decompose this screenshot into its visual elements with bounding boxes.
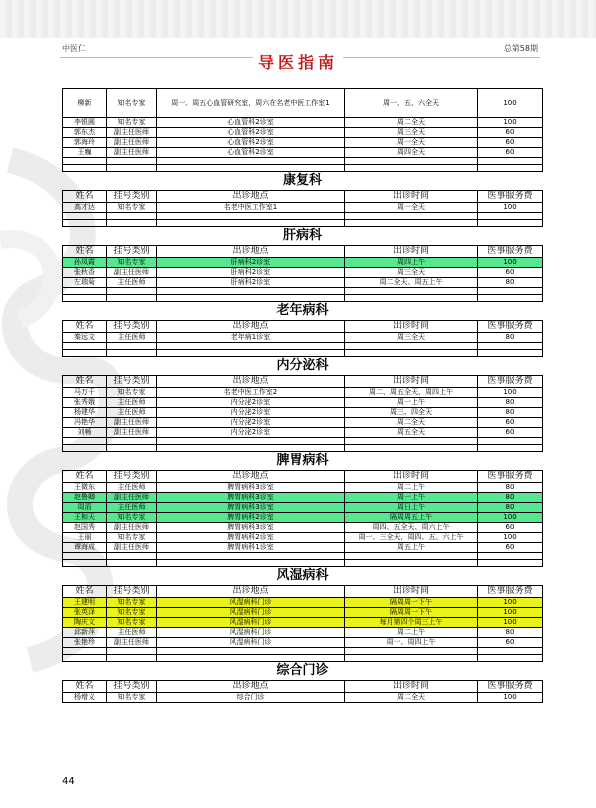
- table-row: [63, 493, 543, 503]
- service-fee-cell: 100: [478, 533, 543, 543]
- page-title: 导医指南: [253, 50, 343, 73]
- column-header-row: [63, 681, 543, 693]
- column-header: 姓名: [63, 586, 107, 598]
- service-fee-cell: 80: [478, 398, 543, 408]
- department-title: 肝病科: [63, 227, 543, 246]
- header-decorative-band: [0, 0, 596, 38]
- registration-type-cell: 知名专家: [107, 118, 157, 128]
- registration-type-cell: 知名专家: [107, 618, 157, 628]
- department-heading-row: [63, 302, 543, 321]
- clinic-time-cell: 周二上午: [345, 628, 478, 638]
- registration-type-cell: 主任医师: [107, 398, 157, 408]
- clinic-time-cell: 周一、三全天，周四、五、六上午: [345, 533, 478, 543]
- registration-type-cell: 副主任医师: [107, 523, 157, 533]
- clinic-location-cell: 风湿病科门诊: [157, 628, 345, 638]
- service-fee-cell: 60: [478, 148, 543, 158]
- table-row: [63, 418, 543, 428]
- clinic-time-cell: 周三、四全天: [345, 408, 478, 418]
- registration-type-cell: 副主任医师: [107, 493, 157, 503]
- magazine-name: 中医仁: [62, 44, 86, 53]
- service-fee-cell: 100: [478, 693, 543, 703]
- clinic-location-cell: 脾胃病科2诊室: [157, 533, 345, 543]
- column-header: 医事服务费: [478, 376, 543, 388]
- registration-type-cell: 知名专家: [107, 513, 157, 523]
- service-fee-cell: 80: [478, 278, 543, 288]
- department-title: 老年病科: [63, 302, 543, 321]
- doctor-name-cell: 张英泽: [63, 608, 107, 618]
- clinic-time-cell: 周五全天: [345, 428, 478, 438]
- doctor-name-cell: 杨增义: [63, 693, 107, 703]
- table-row: [63, 608, 543, 618]
- clinic-time-cell: 周一上午: [345, 493, 478, 503]
- doctor-name-cell: 王建明: [63, 598, 107, 608]
- clinic-location-cell: 内分泌2诊室: [157, 408, 345, 418]
- table-row: [63, 268, 543, 278]
- service-fee-cell: 60: [478, 523, 543, 533]
- column-header: 挂号类别: [107, 586, 157, 598]
- clinic-time-cell: 周日上午: [345, 503, 478, 513]
- clinic-location-cell: 周一、周五心血管研究室，周六在名老中医工作室1: [157, 89, 345, 118]
- column-header: 挂号类别: [107, 246, 157, 258]
- service-fee-cell: 100: [478, 598, 543, 608]
- doctor-name-cell: 王丽: [63, 533, 107, 543]
- spacer-row: [63, 438, 543, 445]
- doctor-name-cell: 杨建华: [63, 408, 107, 418]
- doctor-name-cell: 张艳珍: [63, 638, 107, 648]
- service-fee-cell: 80: [478, 493, 543, 503]
- table-row: [63, 503, 543, 513]
- clinic-time-cell: 周三全天: [345, 333, 478, 343]
- clinic-location-cell: 心血管科2诊室: [157, 138, 345, 148]
- page-number: 44: [62, 776, 75, 787]
- service-fee-cell: 80: [478, 333, 543, 343]
- table-row: [63, 483, 543, 493]
- service-fee-cell: 100: [478, 258, 543, 268]
- department-heading-row: [63, 567, 543, 586]
- service-fee-cell: 100: [478, 89, 543, 118]
- column-header: 挂号类别: [107, 191, 157, 203]
- registration-type-cell: 知名专家: [107, 598, 157, 608]
- registration-type-cell: 主任医师: [107, 278, 157, 288]
- table-row: [63, 523, 543, 533]
- service-fee-cell: 80: [478, 483, 543, 493]
- clinic-location-cell: 内分泌2诊室: [157, 428, 345, 438]
- spacer-row: [63, 648, 543, 655]
- service-fee-cell: 60: [478, 543, 543, 553]
- registration-type-cell: 知名专家: [107, 203, 157, 213]
- doctor-name-cell: 王巍: [63, 148, 107, 158]
- column-header-row: [63, 321, 543, 333]
- column-header: 出诊时间: [345, 376, 478, 388]
- table-row: [63, 428, 543, 438]
- clinic-time-cell: 周一上午: [345, 398, 478, 408]
- clinic-location-cell: 脾胃病科3诊室: [157, 523, 345, 533]
- doctor-name-cell: 王微东: [63, 483, 107, 493]
- doctor-name-cell: 左瑞菊: [63, 278, 107, 288]
- spacer-row: [63, 343, 543, 350]
- spacer-row: [63, 560, 543, 567]
- spacer-row: [63, 288, 543, 295]
- column-header: 医事服务费: [478, 191, 543, 203]
- column-header-row: [63, 191, 543, 203]
- column-header: 姓名: [63, 246, 107, 258]
- service-fee-cell: 100: [478, 513, 543, 523]
- clinic-location-cell: 综合门诊: [157, 693, 345, 703]
- schedule-table: [62, 88, 543, 703]
- service-fee-cell: 80: [478, 408, 543, 418]
- registration-type-cell: 知名专家: [107, 693, 157, 703]
- column-header-row: [63, 471, 543, 483]
- table-row: [63, 138, 543, 148]
- clinic-time-cell: 周二、周五全天、周四上午: [345, 388, 478, 398]
- column-header: 挂号类别: [107, 471, 157, 483]
- table-row: [63, 533, 543, 543]
- clinic-location-cell: 风湿病科门诊: [157, 598, 345, 608]
- registration-type-cell: 知名专家: [107, 258, 157, 268]
- column-header: 出诊时间: [345, 586, 478, 598]
- registration-type-cell: 知名专家: [107, 533, 157, 543]
- clinic-location-cell: 内分泌2诊室: [157, 398, 345, 408]
- column-header: 出诊时间: [345, 321, 478, 333]
- clinic-time-cell: 周一、周四上午: [345, 638, 478, 648]
- registration-type-cell: 知名专家: [107, 388, 157, 398]
- column-header: 姓名: [63, 471, 107, 483]
- column-header: 出诊地点: [157, 246, 345, 258]
- clinic-time-cell: 周二全天: [345, 118, 478, 128]
- column-header: 出诊时间: [345, 246, 478, 258]
- table-row: [63, 89, 543, 118]
- table-row: [63, 333, 543, 343]
- table-row: [63, 598, 543, 608]
- table-row: [63, 543, 543, 553]
- table-row: [63, 628, 543, 638]
- column-header-row: [63, 246, 543, 258]
- doctor-name-cell: 郭海玲: [63, 138, 107, 148]
- doctor-name-cell: 王和天: [63, 513, 107, 523]
- table-row: [63, 118, 543, 128]
- column-header: 出诊地点: [157, 376, 345, 388]
- table-row: [63, 148, 543, 158]
- clinic-time-cell: 周四上午: [345, 258, 478, 268]
- clinic-location-cell: 心血管科2诊室: [157, 128, 345, 138]
- spacer-row: [63, 220, 543, 227]
- spacer-row: [63, 213, 543, 220]
- clinic-time-cell: 周二上午: [345, 483, 478, 493]
- service-fee-cell: 60: [478, 138, 543, 148]
- doctor-name-cell: 孙凤霞: [63, 258, 107, 268]
- table-row: [63, 618, 543, 628]
- doctor-name-cell: 周滔: [63, 503, 107, 513]
- clinic-time-cell: 周一、五、六全天: [345, 89, 478, 118]
- department-heading-row: [63, 662, 543, 681]
- table-row: [63, 128, 543, 138]
- clinic-location-cell: 风湿病科门诊: [157, 638, 345, 648]
- table-row: [63, 258, 543, 268]
- doctor-name-cell: 刘畅: [63, 428, 107, 438]
- clinic-location-cell: 名老中医工作室2: [157, 388, 345, 398]
- registration-type-cell: 副主任医师: [107, 138, 157, 148]
- department-heading-row: [63, 172, 543, 191]
- column-header: 出诊时间: [345, 681, 478, 693]
- service-fee-cell: 60: [478, 418, 543, 428]
- department-heading-row: [63, 357, 543, 376]
- spacer-row: [63, 553, 543, 560]
- doctor-name-cell: 高才达: [63, 203, 107, 213]
- clinic-location-cell: 脾胃病科3诊室: [157, 483, 345, 493]
- clinic-location-cell: 肝病科2诊室: [157, 278, 345, 288]
- clinic-location-cell: 风湿病科门诊: [157, 608, 345, 618]
- column-header: 出诊地点: [157, 191, 345, 203]
- registration-type-cell: 副主任医师: [107, 148, 157, 158]
- column-header: 出诊地点: [157, 681, 345, 693]
- service-fee-cell: 80: [478, 628, 543, 638]
- doctor-name-cell: 谭海成: [63, 543, 107, 553]
- column-header: 医事服务费: [478, 586, 543, 598]
- department-title: 康复科: [63, 172, 543, 191]
- department-title: 综合门诊: [63, 662, 543, 681]
- doctor-name-cell: 郭东杰: [63, 128, 107, 138]
- doctor-name-cell: 赵国秀: [63, 523, 107, 533]
- column-header: 挂号类别: [107, 681, 157, 693]
- column-header: 医事服务费: [478, 681, 543, 693]
- registration-type-cell: 知名专家: [107, 608, 157, 618]
- clinic-time-cell: 周三全天: [345, 268, 478, 278]
- doctor-name-cell: 李银圆: [63, 118, 107, 128]
- registration-type-cell: 知名专家: [107, 89, 157, 118]
- clinic-location-cell: 风湿病科门诊: [157, 618, 345, 628]
- service-fee-cell: 100: [478, 388, 543, 398]
- doctor-name-cell: 赵鲁卿: [63, 493, 107, 503]
- table-row: [63, 278, 543, 288]
- clinic-time-cell: 隔周周五上午: [345, 513, 478, 523]
- column-header: 挂号类别: [107, 321, 157, 333]
- registration-type-cell: 主任医师: [107, 503, 157, 513]
- doctor-name-cell: 马万千: [63, 388, 107, 398]
- registration-type-cell: 副主任医师: [107, 418, 157, 428]
- clinic-location-cell: 心血管科2诊室: [157, 148, 345, 158]
- table-row: [63, 398, 543, 408]
- clinic-location-cell: 脾胃病科2诊室: [157, 513, 345, 523]
- doctor-name-cell: 张秀娥: [63, 398, 107, 408]
- registration-type-cell: 主任医师: [107, 408, 157, 418]
- doctor-name-cell: 冯艳华: [63, 418, 107, 428]
- column-header-row: [63, 376, 543, 388]
- service-fee-cell: 100: [478, 618, 543, 628]
- column-header: 姓名: [63, 191, 107, 203]
- column-header: 出诊地点: [157, 586, 345, 598]
- service-fee-cell: 60: [478, 268, 543, 278]
- clinic-location-cell: 内分泌2诊室: [157, 418, 345, 428]
- clinic-time-cell: 周一全天: [345, 203, 478, 213]
- department-title: 脾胃病科: [63, 452, 543, 471]
- clinic-location-cell: 心血管科2诊室: [157, 118, 345, 128]
- department-heading-row: [63, 452, 543, 471]
- registration-type-cell: 主任医师: [107, 483, 157, 493]
- spacer-row: [63, 655, 543, 662]
- clinic-location-cell: 脾胃病科1诊室: [157, 543, 345, 553]
- service-fee-cell: 60: [478, 428, 543, 438]
- registration-type-cell: 副主任医师: [107, 638, 157, 648]
- clinic-time-cell: 周二全天: [345, 418, 478, 428]
- column-header-row: [63, 586, 543, 598]
- column-header: 姓名: [63, 376, 107, 388]
- registration-type-cell: 副主任医师: [107, 543, 157, 553]
- clinic-time-cell: 周四全天: [345, 148, 478, 158]
- column-header: 医事服务费: [478, 246, 543, 258]
- spacer-row: [63, 350, 543, 357]
- spacer-row: [63, 445, 543, 452]
- registration-type-cell: 副主任医师: [107, 268, 157, 278]
- table-row: [63, 638, 543, 648]
- doctor-name-cell: 秦远文: [63, 333, 107, 343]
- clinic-location-cell: 老年病1诊室: [157, 333, 345, 343]
- clinic-time-cell: 周二全天: [345, 693, 478, 703]
- column-header: 出诊地点: [157, 321, 345, 333]
- department-title: 内分泌科: [63, 357, 543, 376]
- table-row: [63, 513, 543, 523]
- department-title: 风湿病科: [63, 567, 543, 586]
- clinic-location-cell: 名老中医工作室1: [157, 203, 345, 213]
- column-header: 医事服务费: [478, 471, 543, 483]
- table-row: [63, 693, 543, 703]
- service-fee-cell: 100: [478, 203, 543, 213]
- spacer-row: [63, 165, 543, 172]
- column-header: 出诊时间: [345, 191, 478, 203]
- issue-number: 总第58期: [503, 44, 538, 53]
- service-fee-cell: 100: [478, 118, 543, 128]
- clinic-location-cell: 脾胃病科3诊室: [157, 493, 345, 503]
- clinic-time-cell: 周三全天: [345, 128, 478, 138]
- registration-type-cell: 副主任医师: [107, 428, 157, 438]
- service-fee-cell: 80: [478, 503, 543, 513]
- doctor-name-cell: 邱新萍: [63, 628, 107, 638]
- column-header: 医事服务费: [478, 321, 543, 333]
- clinic-time-cell: 隔周周一下午: [345, 608, 478, 618]
- service-fee-cell: 100: [478, 608, 543, 618]
- clinic-time-cell: 每月第四个周三上午: [345, 618, 478, 628]
- registration-type-cell: 主任医师: [107, 628, 157, 638]
- column-header: 挂号类别: [107, 376, 157, 388]
- department-heading-row: [63, 227, 543, 246]
- service-fee-cell: 60: [478, 638, 543, 648]
- service-fee-cell: 60: [478, 128, 543, 138]
- clinic-time-cell: 周一全天: [345, 138, 478, 148]
- clinic-location-cell: 肝病科2诊室: [157, 268, 345, 278]
- spacer-row: [63, 295, 543, 302]
- registration-type-cell: 副主任医师: [107, 128, 157, 138]
- clinic-time-cell: 隔周周一下午: [345, 598, 478, 608]
- column-header: 姓名: [63, 321, 107, 333]
- clinic-time-cell: 周五上午: [345, 543, 478, 553]
- registration-type-cell: 主任医师: [107, 333, 157, 343]
- table-row: [63, 203, 543, 213]
- clinic-time-cell: 周四、五全天、周六上午: [345, 523, 478, 533]
- column-header: 姓名: [63, 681, 107, 693]
- clinic-time-cell: 周二全天、周五上午: [345, 278, 478, 288]
- clinic-location-cell: 肝病科2诊室: [157, 258, 345, 268]
- clinic-location-cell: 脾胃病科3诊室: [157, 503, 345, 513]
- doctor-name-cell: 张秋香: [63, 268, 107, 278]
- spacer-row: [63, 158, 543, 165]
- column-header: 出诊时间: [345, 471, 478, 483]
- table-row: [63, 408, 543, 418]
- column-header: 出诊地点: [157, 471, 345, 483]
- doctor-name-cell: 柳新: [63, 89, 107, 118]
- doctor-name-cell: 陶庆文: [63, 618, 107, 628]
- table-row: [63, 388, 543, 398]
